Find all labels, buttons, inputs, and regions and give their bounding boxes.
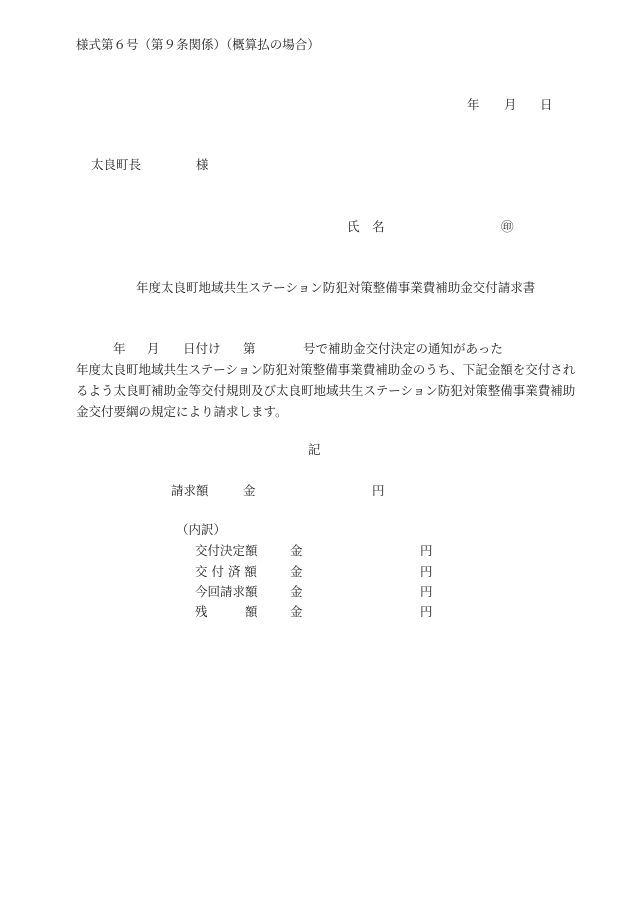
notice-number-prefix: 第: [243, 341, 256, 356]
breakdown-row-yen: 円: [420, 543, 433, 558]
form-number: 様式第６号（第９条関係）（概算払の場合）: [76, 37, 320, 52]
breakdown-row-kin: 金: [290, 543, 303, 558]
breakdown-row-label: 今回請求額: [195, 584, 258, 599]
date-month-label: 月: [504, 97, 517, 112]
breakdown-row-yen: 円: [420, 564, 433, 579]
breakdown-row-yen: 円: [420, 584, 433, 599]
request-amount-label: 請求額: [171, 483, 209, 498]
applicant-name-label: 氏 名: [347, 219, 385, 234]
request-kin: 金: [243, 483, 256, 498]
breakdown-row-label: 残 額: [195, 604, 258, 619]
body-line-3: るよう太良町補助金等交付規則及び太良町地域共生ステーション防犯対策整備事業費補助: [76, 383, 576, 398]
breakdown-row-kin: 金: [290, 584, 303, 599]
date-year-label: 年: [467, 97, 480, 112]
addressee-honorific: 様: [196, 157, 209, 172]
request-yen: 円: [372, 483, 385, 498]
breakdown-row-label: 交付決定額: [195, 543, 258, 558]
body-line-2: 年度太良町地域共生ステーション防犯対策整備事業費補助金のうち、下記金額を交付され: [76, 362, 576, 377]
body-line-4: 金交付要綱の規定により請求します。: [76, 404, 288, 419]
document-title: 年度太良町地域共生ステーション防犯対策整備事業費補助金交付請求書: [136, 280, 536, 295]
date-day-label: 日: [540, 97, 553, 112]
notice-day-label: 日付け: [183, 341, 221, 356]
ki-marker: 記: [308, 442, 321, 457]
breakdown-heading: （内訳）: [176, 522, 227, 537]
breakdown-row-kin: 金: [290, 604, 303, 619]
notice-month-label: 月: [147, 341, 160, 356]
notice-year-label: 年: [113, 341, 126, 356]
breakdown-row-kin: 金: [290, 564, 303, 579]
notice-number-suffix: 号で補助金交付決定の通知があった: [303, 341, 503, 356]
seal-mark: ㊞: [501, 219, 514, 234]
breakdown-row-label: 交 付 済 額: [195, 564, 257, 579]
breakdown-row-yen: 円: [420, 604, 433, 619]
addressee-name: 太良町長: [91, 157, 142, 172]
